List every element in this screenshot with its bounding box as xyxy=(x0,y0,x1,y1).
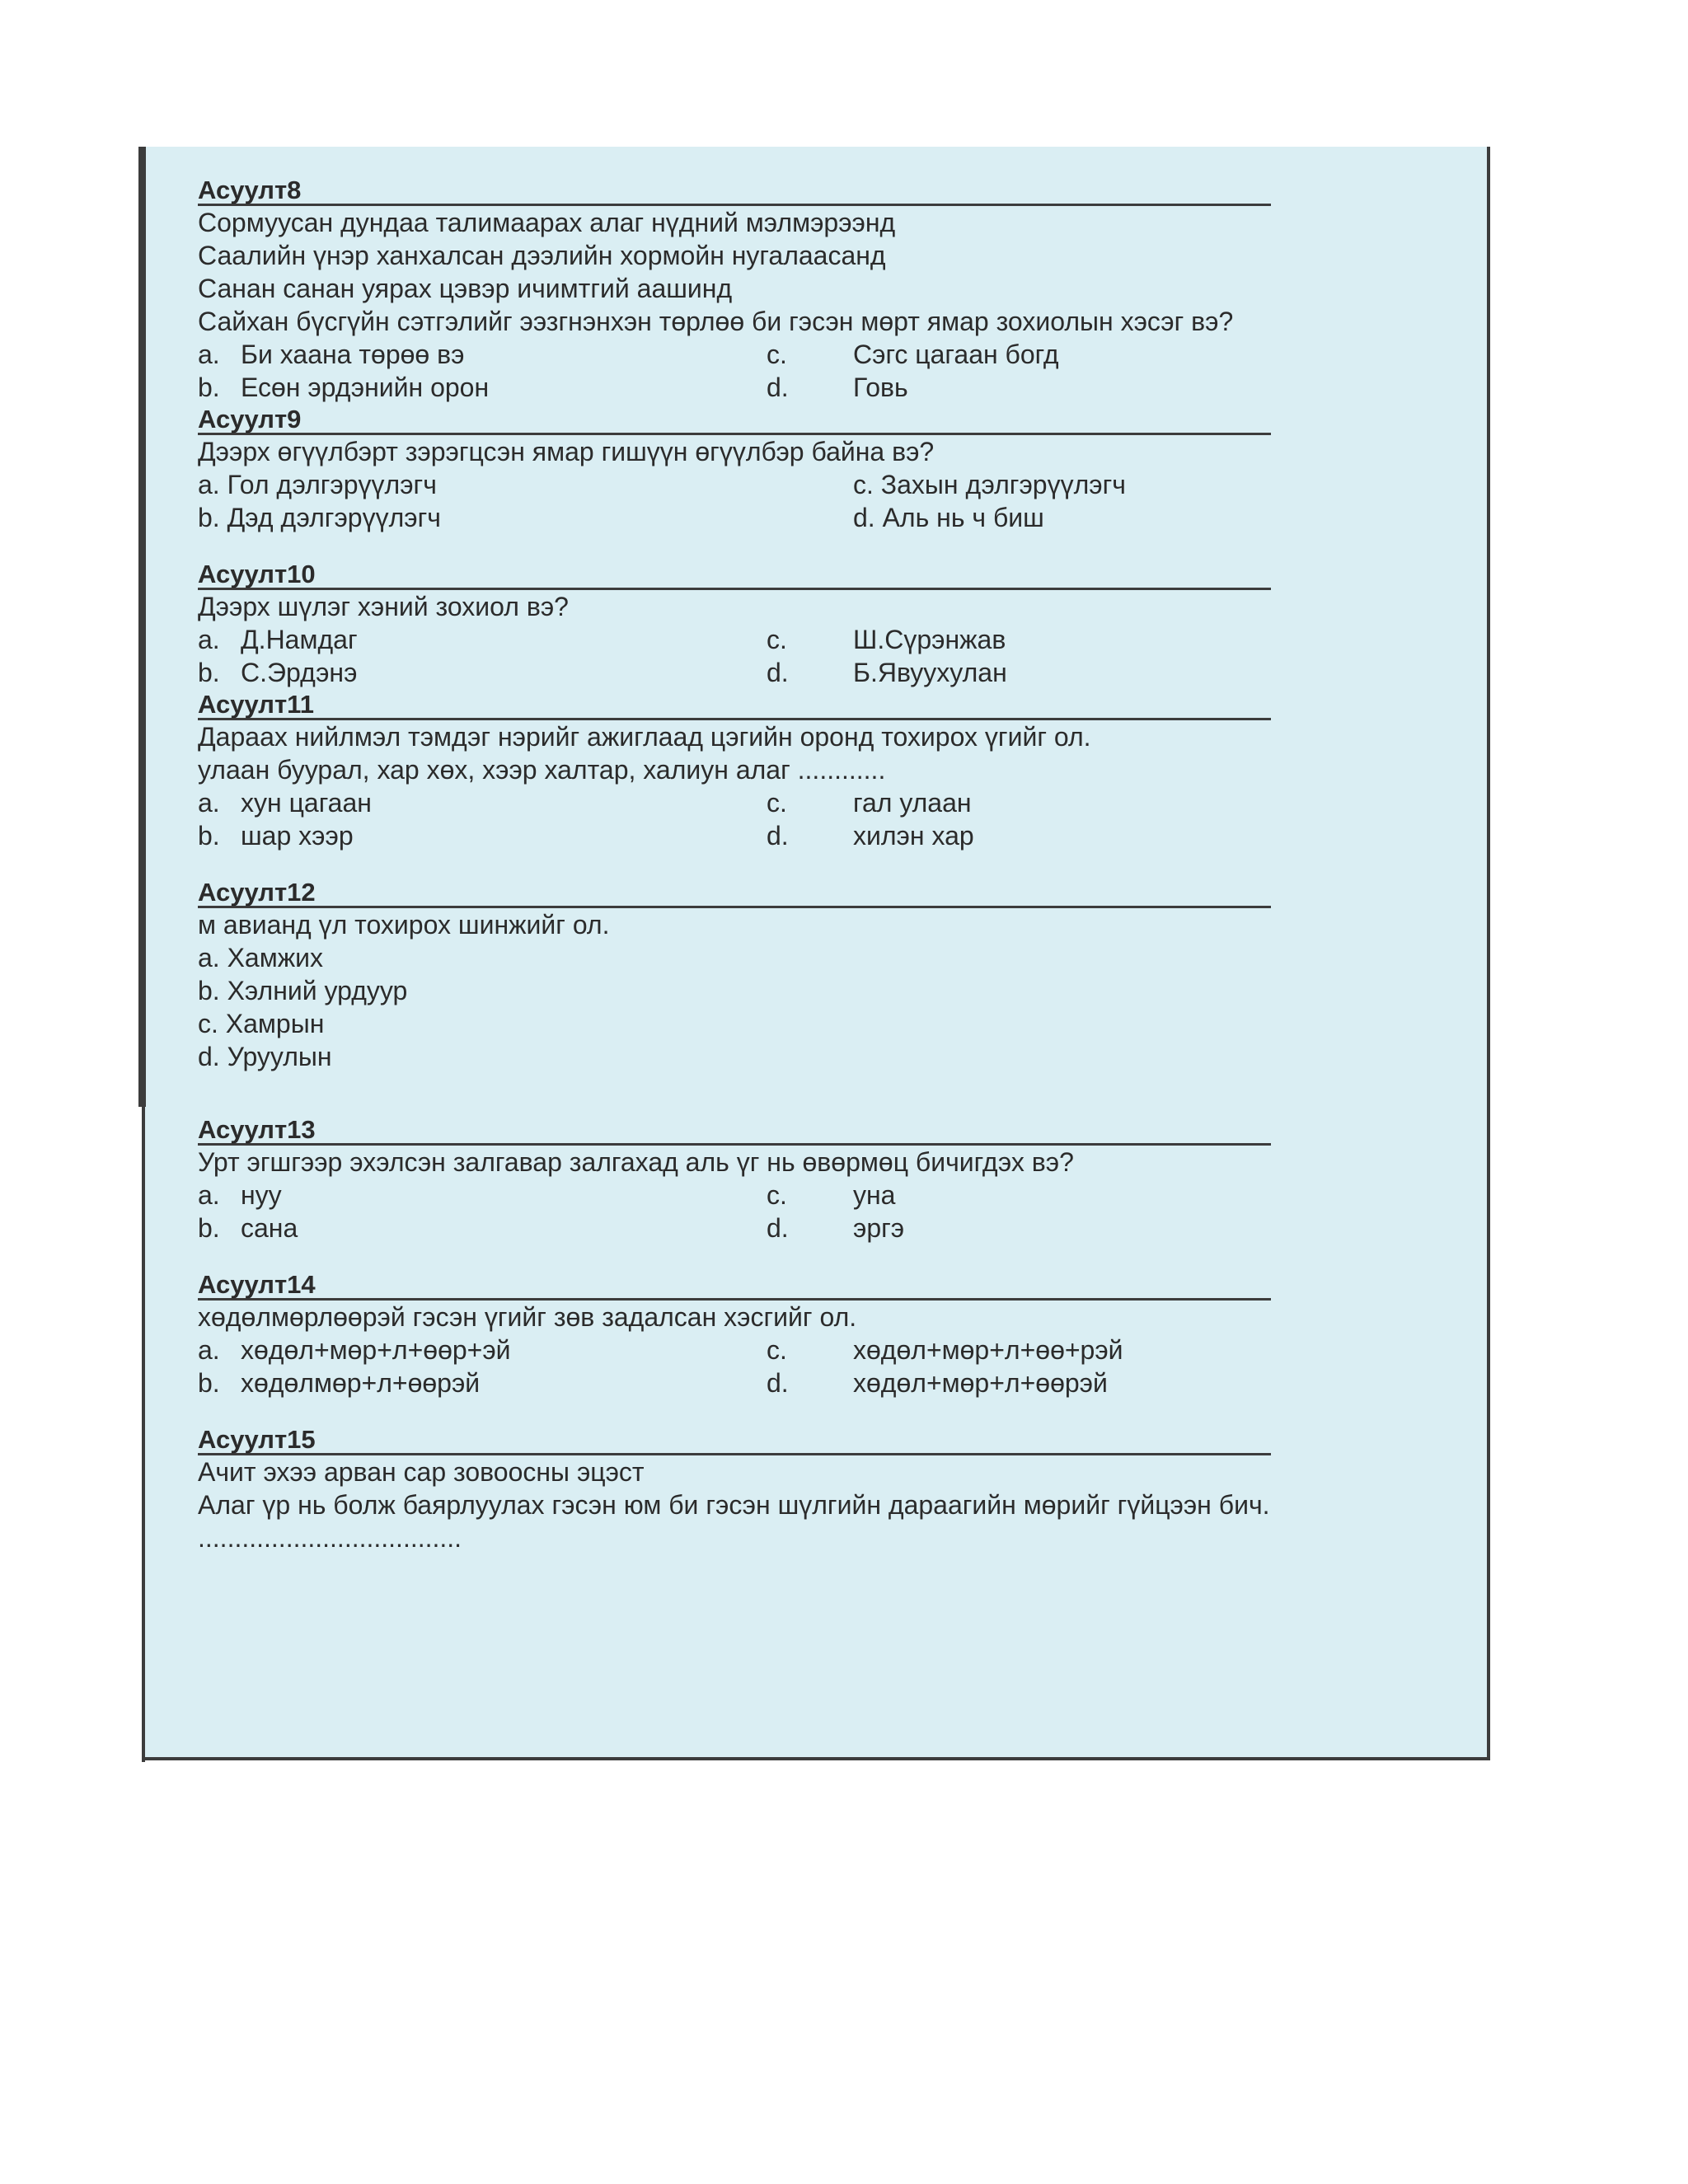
option-row xyxy=(198,501,1352,534)
option-b-letter: b. xyxy=(198,1368,220,1398)
question-text: хөдөлмөрлөөрэй гэсэн үгийг зөв задалсан хэсгийг ол. xyxy=(198,1302,857,1332)
question-title: Асуулт12 xyxy=(198,877,1271,908)
option-row xyxy=(198,1179,1352,1212)
option-a-letter: a. xyxy=(198,1180,220,1210)
option-row xyxy=(198,819,1352,852)
option-d-letter: d. xyxy=(767,1368,789,1398)
question-text: м авианд үл тохирох шинжийг ол. xyxy=(198,910,610,940)
option-a[interactable]: Би хаана төрөө вэ xyxy=(241,340,465,369)
option-b[interactable]: сана xyxy=(241,1213,298,1243)
question-title: Асуулт11 xyxy=(198,689,1271,720)
question-9 xyxy=(198,404,1352,534)
question-8 xyxy=(198,175,1352,404)
option-b[interactable]: Есөн эрдэнийн орон xyxy=(241,373,490,402)
option-b[interactable]: шар хээр xyxy=(241,821,354,851)
question-title: Асуулт9 xyxy=(198,404,1271,435)
option-d[interactable]: хөдөл+мөр+л+өөрэй xyxy=(853,1368,1108,1398)
question-12 xyxy=(198,877,1352,1073)
question-10 xyxy=(198,559,1352,689)
option-d[interactable]: d. Уруулын xyxy=(198,1042,332,1071)
question-13 xyxy=(198,1114,1352,1244)
option-a[interactable]: Д.Намдаг xyxy=(241,625,358,654)
option-c[interactable]: Ш.Сүрэнжав xyxy=(853,625,1006,654)
panel-left-border xyxy=(138,147,146,1107)
question-15 xyxy=(198,1424,1352,1554)
option-row xyxy=(198,786,1352,819)
option-row xyxy=(198,656,1352,689)
question-text: Дараах нийлмэл тэмдэг нэрийг ажиглаад цэгийн оронд тохирох үгийг ол. xyxy=(198,722,1091,752)
option-a[interactable]: a. Хамжих xyxy=(198,943,323,972)
option-a[interactable]: нуу xyxy=(241,1180,282,1210)
option-c[interactable]: Сэгс цагаан богд xyxy=(853,340,1059,369)
question-title: Асуулт14 xyxy=(198,1269,1271,1301)
question-text: Дээрх шүлэг хэний зохиол вэ? xyxy=(198,592,569,621)
panel-left-border-thin xyxy=(142,1107,145,1762)
option-d-letter: d. xyxy=(767,1213,789,1243)
option-d[interactable]: Б.Явуухулан xyxy=(853,658,1007,687)
option-b-letter: b. xyxy=(198,658,220,687)
option-c-letter: c. xyxy=(767,1180,787,1210)
option-b[interactable]: b. Дэд дэлгэрүүлэгч xyxy=(198,503,441,532)
question-text: улаан буурал, хар хөх, хээр халтар, халиун алаг ............ xyxy=(198,755,886,785)
option-a-letter: a. xyxy=(198,1335,220,1365)
option-c-letter: c. xyxy=(767,625,787,654)
question-14 xyxy=(198,1269,1352,1399)
option-a[interactable]: a. Гол дэлгэрүүлэгч xyxy=(198,470,437,499)
question-title: Асуулт10 xyxy=(198,559,1271,590)
option-d-letter: d. xyxy=(767,821,789,851)
option-b-letter: b. xyxy=(198,373,220,402)
option-c-letter: c. xyxy=(767,1335,787,1365)
option-b[interactable]: хөдөлмөр+л+өөрэй xyxy=(241,1368,481,1398)
option-b-letter: b. xyxy=(198,1213,220,1243)
option-c[interactable]: уна xyxy=(853,1180,896,1210)
option-d[interactable]: Говь xyxy=(853,373,908,402)
option-b-letter: b. xyxy=(198,821,220,851)
option-row xyxy=(198,1212,1352,1244)
option-d[interactable]: эргэ xyxy=(853,1213,905,1243)
option-row xyxy=(198,1333,1352,1366)
option-a-letter: a. xyxy=(198,788,220,818)
option-c[interactable]: c. Хамрын xyxy=(198,1009,325,1038)
option-a[interactable]: хөдөл+мөр+л+өөр+эй xyxy=(241,1335,511,1365)
question-title: Асуулт13 xyxy=(198,1114,1271,1146)
option-d-letter: d. xyxy=(767,658,789,687)
option-row xyxy=(198,623,1352,656)
question-title: Асуулт8 xyxy=(198,175,1271,206)
option-row xyxy=(198,468,1352,501)
option-c-letter: c. xyxy=(767,340,787,369)
question-text: Сайхан бүсгүйн сэтгэлийг ээзгнэнхэн төрлөө би гэсэн мөрт ямар зохиолын хэсэг вэ? xyxy=(198,307,1234,336)
question-text: Ачит эхээ арван сар зовоосны эцэст xyxy=(198,1457,645,1487)
option-b[interactable]: С.Эрдэнэ xyxy=(241,658,358,687)
answer-blank[interactable]: .................................... xyxy=(198,1523,462,1553)
option-d-letter: d. xyxy=(767,373,789,402)
question-text: Сормуусан дундаа талимаарах алаг нүдний мэлмэрээнд xyxy=(198,208,896,237)
option-c-letter: c. xyxy=(767,788,787,818)
option-row xyxy=(198,338,1352,371)
option-b[interactable]: b. Хэлний урдуур xyxy=(198,976,408,1005)
questions-content xyxy=(198,175,1352,1554)
question-text: Алаг үр нь болж баярлуулах гэсэн юм би гэсэн шүлгийн дараагийн мөрийг гүйцээн бич. xyxy=(198,1490,1270,1520)
question-text: Урт эгшгээр эхэлсэн залгавар залгахад аль үг нь өвөрмөц бичигдэх вэ? xyxy=(198,1147,1074,1177)
question-title: Асуулт15 xyxy=(198,1424,1271,1455)
option-d[interactable]: d. Аль нь ч биш xyxy=(853,503,1044,532)
option-a-letter: a. xyxy=(198,625,220,654)
question-text: Саалийн үнэр ханхалсан дээлийн хормойн нугалаасанд xyxy=(198,241,886,270)
option-row xyxy=(198,1366,1352,1399)
option-row xyxy=(198,371,1352,404)
question-11 xyxy=(198,689,1352,852)
question-text: Дээрх өгүүлбэрт зэрэгцсэн ямар гишүүн өгүүлбэр байна вэ? xyxy=(198,437,935,466)
option-d[interactable]: хилэн хар xyxy=(853,821,974,851)
option-c[interactable]: гал улаан xyxy=(853,788,972,818)
option-a[interactable]: хун цагаан xyxy=(241,788,372,818)
option-c[interactable]: хөдөл+мөр+л+өө+рэй xyxy=(853,1335,1123,1365)
option-a-letter: a. xyxy=(198,340,220,369)
option-c[interactable]: c. Захын дэлгэрүүлэгч xyxy=(853,470,1126,499)
question-text: Санан санан уярах цэвэр ичимтгий аашинд xyxy=(198,274,733,303)
